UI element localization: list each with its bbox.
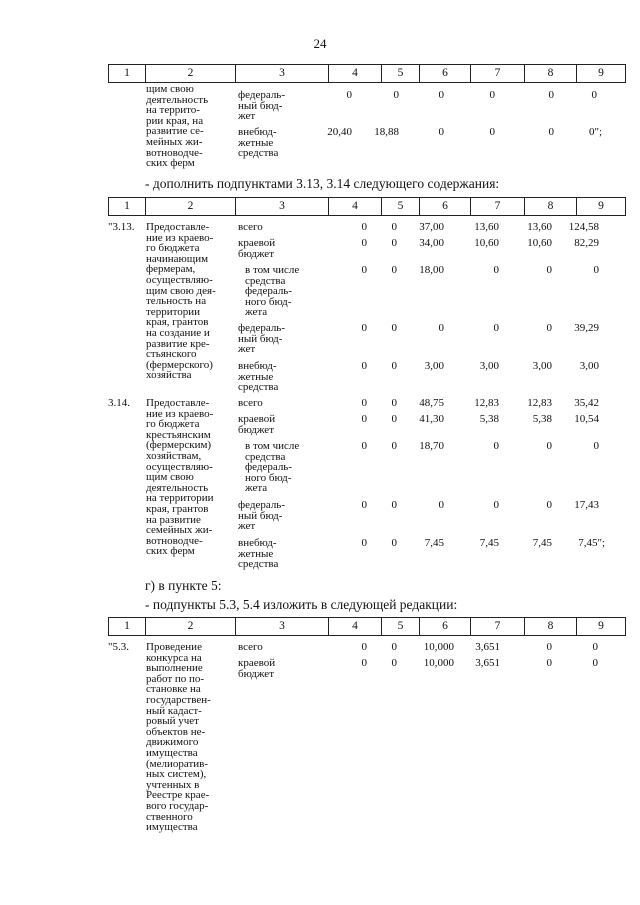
value-col4: 0 xyxy=(346,89,352,101)
col-header-2: 2 xyxy=(146,198,236,216)
col-header-5: 5 xyxy=(382,198,420,216)
funding-source: внебюд- жетные средства xyxy=(238,126,279,160)
value-col5: 0 xyxy=(391,657,397,669)
value-col8: 5,38 xyxy=(532,413,552,425)
value-col8: 0 xyxy=(546,641,552,653)
col-header-3: 3 xyxy=(236,618,329,636)
value-col6: 0 xyxy=(438,126,444,138)
col-header-4: 4 xyxy=(329,618,382,636)
value-col5: 0 xyxy=(391,537,397,549)
value-col9: 0"; xyxy=(588,126,602,138)
table-header-row xyxy=(108,64,626,83)
value-col7: 12,83 xyxy=(474,397,499,409)
value-col4: 0 xyxy=(361,537,367,549)
col-header-1: 1 xyxy=(109,618,146,636)
col-header-3: 3 xyxy=(236,65,329,83)
table-header-row xyxy=(108,617,626,636)
value-col8: 0 xyxy=(548,126,554,138)
value-col8: 0 xyxy=(546,322,552,334)
instruction-text: - дополнить подпунктами 3.13, 3.14 следующего содержания: xyxy=(145,176,500,191)
value-col7: 0 xyxy=(493,440,499,452)
funding-source: федераль- ный бюд- жет xyxy=(238,322,285,356)
value-col5: 0 xyxy=(391,440,397,452)
value-col9: 124,58 xyxy=(568,221,599,233)
value-col7: 13,60 xyxy=(474,221,499,233)
col-header-3: 3 xyxy=(236,198,329,216)
value-col7: 7,45 xyxy=(479,537,499,549)
value-col6: 0 xyxy=(438,499,444,511)
col-header-8: 8 xyxy=(525,198,577,216)
value-col6: 18,00 xyxy=(419,264,444,276)
instruction-text: - подпункты 5.3, 5.4 изложить в следующей редакции: xyxy=(145,597,458,612)
funding-source: внебюд- жетные средства xyxy=(238,537,279,571)
value-col9: 17,43 xyxy=(574,499,599,511)
funding-source: в том числе средства федераль- ного бюд- жета xyxy=(245,440,300,495)
value-col6: 0 xyxy=(438,89,444,101)
value-col7: 10,60 xyxy=(474,237,499,249)
col-header-9: 9 xyxy=(577,65,626,83)
item-description: щим свою деятельность на террито- рии края, на развитие се- мейных жи- вотноводче- ских ферм xyxy=(146,83,209,170)
instruction-text: г) в пункте 5: xyxy=(145,578,222,593)
value-col4: 0 xyxy=(361,641,367,653)
value-col6: 18,70 xyxy=(419,440,444,452)
value-col9: 39,29 xyxy=(574,322,599,334)
value-col4: 20,40 xyxy=(327,126,352,138)
col-header-1: 1 xyxy=(109,198,146,216)
value-col4: 0 xyxy=(361,360,367,372)
value-col7: 5,38 xyxy=(479,413,499,425)
col-header-2: 2 xyxy=(146,618,236,636)
item-number: "3.13. xyxy=(108,221,135,233)
value-col8: 0 xyxy=(546,499,552,511)
value-col4: 0 xyxy=(361,397,367,409)
col-header-6: 6 xyxy=(420,618,471,636)
value-col9: 0 xyxy=(591,89,597,101)
item-description: Проведение конкурса на выполнение работ по по- становке на государствен- ный кадаст- ровый учет объектов не- движимого имущества (мелиоратив- ных систем), учтенных в Реестре крае- вого государ- ственного имущества xyxy=(146,641,211,834)
value-col8: 3,00 xyxy=(532,360,552,372)
value-col9: 3,00 xyxy=(579,360,599,372)
value-col4: 0 xyxy=(361,440,367,452)
value-col4: 0 xyxy=(361,499,367,511)
value-col5: 0 xyxy=(391,322,397,334)
funding-source: всего xyxy=(238,641,263,653)
item-description: Предоставле- ние из краево- го бюджета крестьянским (фермерским) хозяйствам, осуществляю- щим свою деятельность на территории края, грантов на развитие семейных жи- вотноводче- ских ферм xyxy=(146,397,214,558)
value-col5: 0 xyxy=(391,499,397,511)
col-header-1: 1 xyxy=(109,65,146,83)
col-header-5: 5 xyxy=(382,618,420,636)
value-col5: 0 xyxy=(391,237,397,249)
col-header-9: 9 xyxy=(577,198,626,216)
col-header-6: 6 xyxy=(420,198,471,216)
value-col5: 0 xyxy=(391,397,397,409)
value-col7: 0 xyxy=(489,126,495,138)
value-col4: 0 xyxy=(361,413,367,425)
page-number: 24 xyxy=(313,36,327,51)
value-col6: 3,00 xyxy=(424,360,444,372)
value-col6: 0 xyxy=(438,322,444,334)
col-header-7: 7 xyxy=(471,65,525,83)
value-col6: 41,30 xyxy=(419,413,444,425)
value-col6: 37,00 xyxy=(419,221,444,233)
value-col6: 10,000 xyxy=(423,641,454,653)
value-col7: 0 xyxy=(489,89,495,101)
funding-source: всего xyxy=(238,221,263,233)
value-col8: 0 xyxy=(546,657,552,669)
value-col7: 0 xyxy=(493,499,499,511)
value-col6: 7,45 xyxy=(424,537,444,549)
funding-source: внебюд- жетные средства xyxy=(238,360,279,394)
value-col7: 3,651 xyxy=(475,641,500,653)
value-col8: 0 xyxy=(546,440,552,452)
value-col9: 35,42 xyxy=(574,397,599,409)
value-col7: 0 xyxy=(493,264,499,276)
col-header-7: 7 xyxy=(471,618,525,636)
value-col5: 0 xyxy=(391,264,397,276)
value-col4: 0 xyxy=(361,237,367,249)
value-col5: 0 xyxy=(391,360,397,372)
funding-source: всего xyxy=(238,397,263,409)
value-col9: 7,45"; xyxy=(578,537,605,549)
value-col9: 82,29 xyxy=(574,237,599,249)
item-number: "5.3. xyxy=(108,641,129,653)
value-col9: 0 xyxy=(593,264,599,276)
col-header-7: 7 xyxy=(471,198,525,216)
item-description: Предоставле- ние из краево- го бюджета начинающим фермерам, осуществляю- щим свою дея- тельность на территории края, грантов на создание и развитие кре- стьянского (фермерского) хозяйства xyxy=(146,221,216,382)
value-col7: 3,00 xyxy=(479,360,499,372)
funding-source: краевой бюджет xyxy=(238,237,276,260)
value-col9: 0 xyxy=(593,440,599,452)
value-col7: 3,651 xyxy=(475,657,500,669)
value-col8: 0 xyxy=(548,89,554,101)
funding-source: федераль- ный бюд- жет xyxy=(238,499,285,533)
value-col5: 0 xyxy=(391,641,397,653)
value-col9: 10,54 xyxy=(574,413,599,425)
col-header-2: 2 xyxy=(146,65,236,83)
value-col8: 12,83 xyxy=(527,397,552,409)
value-col5: 18,88 xyxy=(374,126,399,138)
value-col8: 10,60 xyxy=(527,237,552,249)
funding-source: федераль- ный бюд- жет xyxy=(238,89,285,123)
funding-source: краевой бюджет xyxy=(238,413,276,436)
funding-source: в том числе средства федераль- ного бюд- жета xyxy=(245,264,300,319)
value-col5: 0 xyxy=(393,89,399,101)
value-col8: 7,45 xyxy=(532,537,552,549)
value-col4: 0 xyxy=(361,322,367,334)
value-col6: 34,00 xyxy=(419,237,444,249)
col-header-8: 8 xyxy=(525,65,577,83)
value-col5: 0 xyxy=(391,413,397,425)
value-col5: 0 xyxy=(391,221,397,233)
col-header-4: 4 xyxy=(329,198,382,216)
value-col4: 0 xyxy=(361,221,367,233)
value-col9: 0 xyxy=(592,657,598,669)
col-header-6: 6 xyxy=(420,65,471,83)
value-col4: 0 xyxy=(361,657,367,669)
value-col8: 13,60 xyxy=(527,221,552,233)
value-col7: 0 xyxy=(493,322,499,334)
value-col9: 0 xyxy=(592,641,598,653)
value-col8: 0 xyxy=(546,264,552,276)
item-number: 3.14. xyxy=(108,397,130,409)
value-col6: 10,000 xyxy=(423,657,454,669)
col-header-5: 5 xyxy=(382,65,420,83)
col-header-8: 8 xyxy=(525,618,577,636)
col-header-9: 9 xyxy=(577,618,626,636)
value-col6: 48,75 xyxy=(419,397,444,409)
value-col4: 0 xyxy=(361,264,367,276)
col-header-4: 4 xyxy=(329,65,382,83)
funding-source: краевой бюджет xyxy=(238,657,276,680)
table-header-row xyxy=(108,197,626,216)
